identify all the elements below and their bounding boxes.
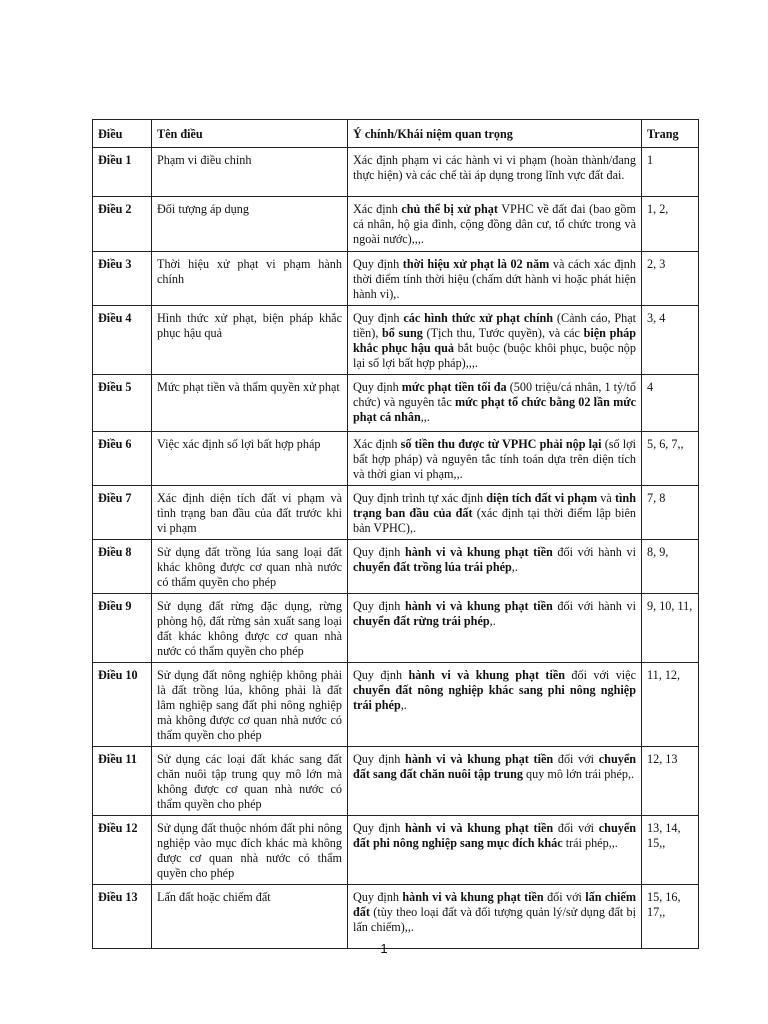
cell-dieu: Điều 1 xyxy=(93,148,152,197)
key-concept-text: chuyển đất nông nghiệp khác sang phi nông nghiệp trái phép xyxy=(353,683,636,712)
cell-y-chinh xyxy=(348,432,642,486)
key-concept-text: hành vi và khung phạt tiền xyxy=(408,668,566,682)
cell-trang: 15, 16, 17,, xyxy=(642,885,699,949)
cell-dieu: Điều 12 xyxy=(93,816,152,885)
table-body xyxy=(93,148,699,949)
cell-ten-dieu: Phạm vi điều chỉnh xyxy=(152,148,348,197)
table-row xyxy=(93,594,699,663)
description-text: ,. xyxy=(400,698,407,712)
description-text: Quy định xyxy=(353,599,405,613)
cell-y-chinh xyxy=(348,747,642,816)
cell-trang: 5, 6, 7,, xyxy=(642,432,699,486)
table-row xyxy=(93,197,699,252)
cell-y-chinh xyxy=(348,148,642,197)
cell-ten-dieu: Đối tượng áp dụng xyxy=(152,197,348,252)
description-text: bắt buộc (buộc khôi phục, buộc nộp lại số lợi bất hợp pháp),,,. xyxy=(353,341,636,370)
key-concept-text: diện tích đất vi phạm xyxy=(486,491,598,505)
key-concept-text: chuyển đất phi nông nghiệp sang mục đích khác xyxy=(353,821,637,850)
description-text: VPHC về đất đai (bao gồm cá nhân, hộ gia đình, cộng đồng dân cư, tổ chức trong và ngoài nước),,,. xyxy=(353,202,636,246)
cell-dieu: Điều 3 xyxy=(93,252,152,306)
cell-y-chinh xyxy=(348,540,642,594)
cell-ten-dieu: Lấn đất hoặc chiếm đất xyxy=(152,885,348,949)
header-y-chinh: Ý chính/Khái niệm quan trọng xyxy=(348,120,642,148)
description-text: (số lợi bất hợp pháp) và nguyên tắc tính toán dựa trên diện tích và thời gian vi phạm,,. xyxy=(353,437,636,481)
cell-dieu: Điều 7 xyxy=(93,486,152,540)
cell-ten-dieu: Xác định diện tích đất vi phạm và tình trạng ban đầu của đất trước khi vi phạm xyxy=(152,486,348,540)
table-row xyxy=(93,306,699,375)
header-trang: Trang xyxy=(642,120,699,148)
key-concept-text: mức phạt tổ chức bằng 02 lần mức phạt cá nhân xyxy=(353,395,636,424)
key-concept-text: thời hiệu xử phạt là 02 năm xyxy=(402,257,550,271)
description-text: quy mô lớn trái phép,. xyxy=(523,767,635,781)
description-text: (Tịch thu, Tước quyền), và các xyxy=(422,326,584,340)
cell-dieu: Điều 11 xyxy=(93,747,152,816)
header-ten-dieu: Tên điều xyxy=(152,120,348,148)
key-concept-text: tình trạng ban đầu của đất xyxy=(353,491,636,520)
table-row xyxy=(93,540,699,594)
cell-trang: 9, 10, 11, xyxy=(642,594,699,663)
table-row xyxy=(93,148,699,197)
description-text: và cách xác định thời điểm tính thời hiệu (chấm dứt hành vi hoặc phát hiện hành vi),. xyxy=(353,257,636,301)
cell-trang: 13, 14, 15,, xyxy=(642,816,699,885)
cell-trang: 3, 4 xyxy=(642,306,699,375)
table-row xyxy=(93,663,699,747)
cell-ten-dieu: Sử dụng đất trồng lúa sang loại đất khác không được cơ quan nhà nước có thẩm quyền cho phép xyxy=(152,540,348,594)
cell-trang: 12, 13 xyxy=(642,747,699,816)
description-text: Quy định xyxy=(353,752,406,766)
cell-y-chinh xyxy=(348,816,642,885)
key-concept-text: chuyển đất rừng trái phép xyxy=(353,614,490,628)
key-concept-text: chuyển đất sang đất chăn nuôi tập trung xyxy=(353,752,637,781)
cell-y-chinh xyxy=(348,197,642,252)
key-concept-text: chủ thể bị xử phạt xyxy=(401,202,498,216)
cell-trang: 1 xyxy=(642,148,699,197)
table-row xyxy=(93,375,699,432)
cell-trang: 7, 8 xyxy=(642,486,699,540)
key-concept-text: bổ sung xyxy=(382,326,423,340)
cell-trang: 4 xyxy=(642,375,699,432)
cell-y-chinh xyxy=(348,375,642,432)
page-number: 1 xyxy=(380,941,388,956)
cell-ten-dieu: Sử dụng đất thuộc nhóm đất phi nông nghiệp vào mục đích khác mà không được cơ quan nhà nước có thẩm quyền cho phép xyxy=(152,816,348,885)
key-concept-text: chuyển đất trồng lúa trái phép xyxy=(353,560,512,574)
cell-y-chinh xyxy=(348,306,642,375)
cell-trang: 1, 2, xyxy=(642,197,699,252)
description-text: (Cảnh cáo, Phạt tiền), xyxy=(353,311,636,340)
key-concept-text: hành vi và khung phạt tiền xyxy=(404,599,553,613)
key-concept-text: biện pháp khắc phục hậu quả xyxy=(353,326,636,355)
description-text: Quy định xyxy=(353,311,404,325)
key-concept-text: các hình thức xử phạt chính xyxy=(403,311,554,325)
description-text: đối với xyxy=(553,821,599,835)
table-row xyxy=(93,816,699,885)
cell-y-chinh xyxy=(348,885,642,949)
description-text: đối với hành vi xyxy=(552,599,637,613)
cell-dieu: Điều 6 xyxy=(93,432,152,486)
table-row xyxy=(93,885,699,949)
key-concept-text: hành vi và khung phạt tiền xyxy=(404,545,553,559)
cell-dieu: Điều 2 xyxy=(93,197,152,252)
key-concept-text: lấn chiếm đất xyxy=(353,890,636,919)
cell-ten-dieu: Sử dụng các loại đất khác sang đất chăn nuôi tập trung quy mô lớn mà không được cơ quan nhà nước có thẩm quyền cho phép xyxy=(152,747,348,816)
cell-ten-dieu: Sử dụng đất rừng đặc dụng, rừng phòng hộ, đất rừng sản xuất sang loại đất khác không được cơ quan nhà nước có thẩm quyền cho phép xyxy=(152,594,348,663)
articles-table xyxy=(92,119,699,949)
cell-y-chinh xyxy=(348,486,642,540)
description-text: trái phép,,. xyxy=(562,836,618,850)
description-text: Xác định xyxy=(353,437,401,451)
description-text: và xyxy=(597,491,615,505)
description-text: (xác định tại thời điểm lập biên bản VPHC),. xyxy=(353,506,636,535)
header-dieu: Điều xyxy=(93,120,152,148)
table-row xyxy=(93,747,699,816)
cell-dieu: Điều 10 xyxy=(93,663,152,747)
table-row xyxy=(93,432,699,486)
description-text: đối với hành vi xyxy=(552,545,637,559)
description-text: (tùy theo loại đất và đối tượng quản lý/sử dụng đất bị lấn chiếm),,. xyxy=(353,905,636,934)
description-text: đối với xyxy=(553,752,599,766)
cell-dieu: Điều 4 xyxy=(93,306,152,375)
cell-ten-dieu: Mức phạt tiền và thẩm quyền xử phạt xyxy=(152,375,348,432)
description-text: Xác định phạm vi các hành vi vi phạm (hoàn thành/đang thực hiện) và các chế tài áp dụng trong lĩnh vực đất đai. xyxy=(353,153,636,182)
description-text: Quy định xyxy=(353,545,405,559)
cell-ten-dieu: Sử dụng đất nông nghiệp không phải là đất trồng lúa, không phải là đất lâm nghiệp sang đất phi nông nghiệp mà không được cơ quan nhà nước có thẩm quyền cho phép xyxy=(152,663,348,747)
cell-dieu: Điều 5 xyxy=(93,375,152,432)
key-concept-text: số tiền thu được từ VPHC phải nộp lại xyxy=(400,437,602,451)
description-text: ,. xyxy=(511,560,518,574)
description-text: Quy định xyxy=(353,821,406,835)
description-text: Quy định xyxy=(353,668,409,682)
description-text: đối với việc xyxy=(565,668,636,682)
cell-trang: 8, 9, xyxy=(642,540,699,594)
cell-ten-dieu: Hình thức xử phạt, biện pháp khắc phục hậu quả xyxy=(152,306,348,375)
key-concept-text: hành vi và khung phạt tiền xyxy=(405,752,554,766)
table-row xyxy=(93,486,699,540)
description-text: ,,. xyxy=(420,410,430,424)
cell-trang: 2, 3 xyxy=(642,252,699,306)
cell-dieu: Điều 9 xyxy=(93,594,152,663)
description-text: Quy định xyxy=(353,380,402,394)
key-concept-text: hành vi và khung phạt tiền xyxy=(402,890,544,904)
description-text: đối với xyxy=(543,890,586,904)
key-concept-text: mức phạt tiền tối đa xyxy=(401,380,507,394)
description-text: Quy định xyxy=(353,890,403,904)
cell-y-chinh xyxy=(348,252,642,306)
description-text: Quy định trình tự xác định xyxy=(353,491,487,505)
table-header-row xyxy=(93,120,699,148)
cell-y-chinh xyxy=(348,594,642,663)
description-text: Quy định xyxy=(353,257,403,271)
cell-y-chinh xyxy=(348,663,642,747)
table-row xyxy=(93,252,699,306)
cell-ten-dieu: Việc xác định số lợi bất hợp pháp xyxy=(152,432,348,486)
cell-dieu: Điều 13 xyxy=(93,885,152,949)
cell-trang: 11, 12, xyxy=(642,663,699,747)
description-text: ,. xyxy=(489,614,496,628)
key-concept-text: hành vi và khung phạt tiền xyxy=(405,821,554,835)
description-text: (500 triệu/cá nhân, 1 tỷ/tổ chức) và nguyên tắc xyxy=(353,380,636,409)
cell-dieu: Điều 8 xyxy=(93,540,152,594)
description-text: Xác định xyxy=(353,202,402,216)
cell-ten-dieu: Thời hiệu xử phạt vi phạm hành chính xyxy=(152,252,348,306)
